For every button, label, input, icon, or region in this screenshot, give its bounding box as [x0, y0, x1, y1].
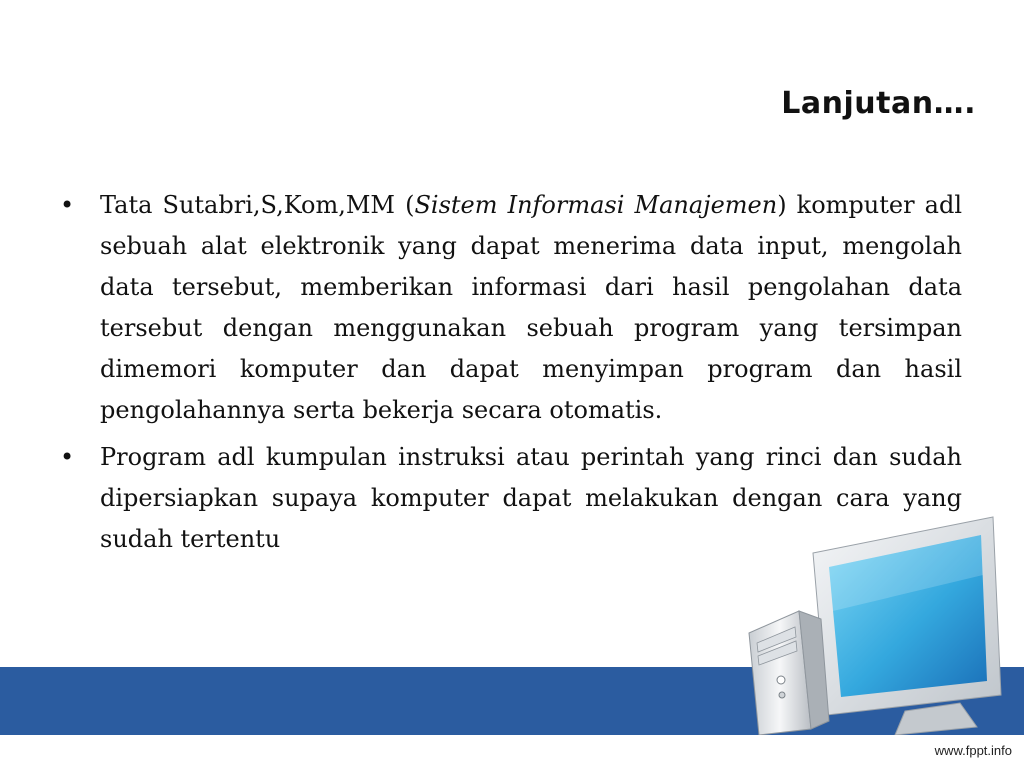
bullet-text: Program adl kumpulan instruksi atau perintah yang rinci dan sudah dipersiapkan supaya komputer dapat melakukan dengan cara yang sudah tertentu: [100, 443, 962, 553]
footer-url: www.fppt.info: [934, 743, 1012, 758]
bullet-marker: •: [60, 191, 75, 219]
bullet-author: Tata Sutabri,S,Kom,MM (: [100, 191, 415, 219]
footer-strip: [0, 735, 1024, 768]
bullet-marker: •: [60, 443, 75, 471]
bullet-book-title: Sistem Informasi Manajemen: [414, 191, 778, 219]
bullet-list: [60, 185, 962, 566]
bullet-text: ) komputer adl sebuah alat elektronik yang dapat menerima data input, mengolah data tersebut, memberikan informasi dari hasil pengolahan data tersebut dengan menggunakan sebuah program yang tersimpan dimemori komputer dan dapat menyimpan program dan hasil pengolahannya serta bekerja secara otomatis.: [100, 191, 962, 424]
desktop-computer-icon: [745, 515, 1005, 735]
list-item: [60, 185, 962, 431]
slide-title: Lanjutan….: [781, 86, 976, 121]
